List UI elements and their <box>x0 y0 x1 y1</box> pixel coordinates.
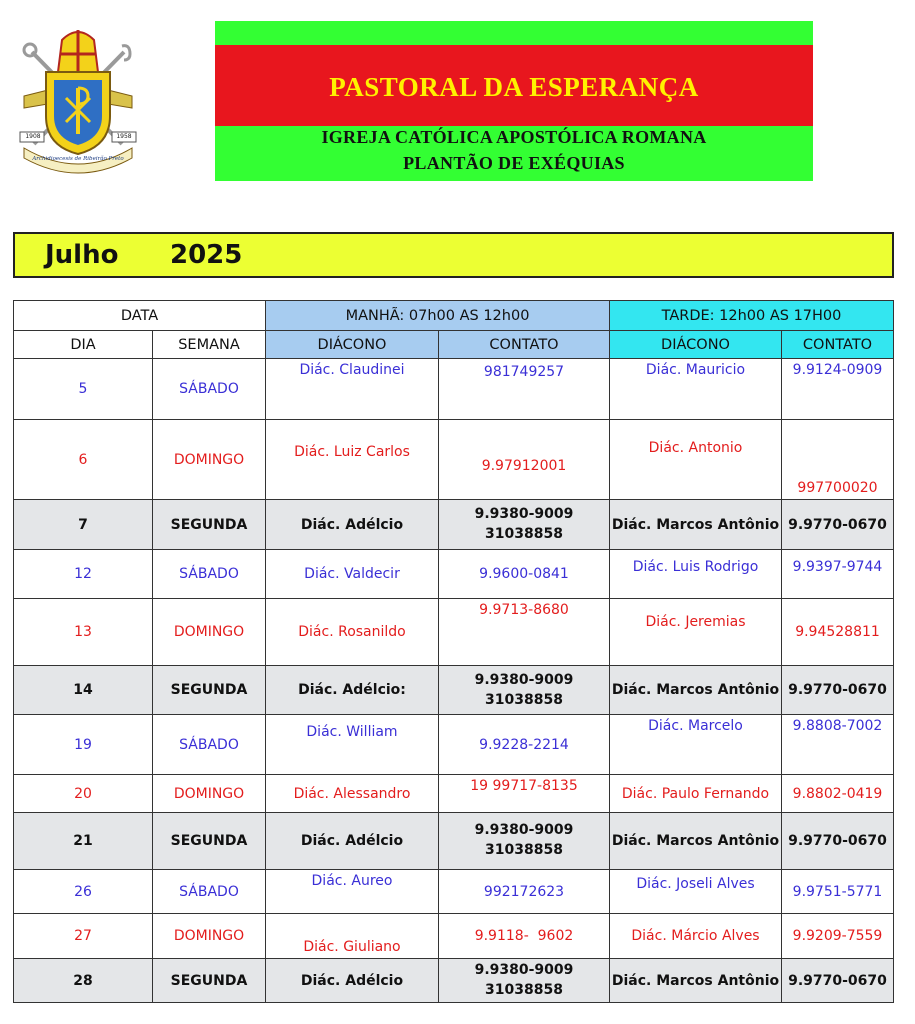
table-row <box>14 813 894 870</box>
header-manha: MANHÃ: 07h00 AS 12h00 <box>266 301 610 331</box>
cell-semana: SÁBADO <box>179 736 239 753</box>
cell-semana: DOMINGO <box>173 928 245 944</box>
cell-contato-manha: 9.9380-9009 <box>474 672 574 688</box>
table-row <box>14 599 894 666</box>
month-bar <box>13 232 894 278</box>
cell-diacono-tarde: Diác. Marcos Antônio <box>611 682 780 698</box>
cell-dia: 26 <box>74 883 92 900</box>
cell-contato-tarde: 997700020 <box>797 480 878 496</box>
cell-diacono-tarde: Diác. Marcos Antônio <box>611 833 780 849</box>
cell-contato-manha: 9.9380-9009 <box>474 962 574 978</box>
col-semana: SEMANA <box>153 331 266 359</box>
cell-diacono-tarde: Diác. Mauricio <box>645 362 746 378</box>
church-name: IGREJA CATÓLICA APOSTÓLICA ROMANA <box>321 127 707 147</box>
table-row <box>14 420 894 500</box>
cell-diacono-tarde: Diác. Antonio <box>648 440 743 457</box>
header-banner <box>215 21 813 181</box>
table-row <box>14 870 894 914</box>
cell-contato-tarde: 9.9209-7559 <box>792 928 883 944</box>
cell-contato-tarde: 9.9124-0909 <box>792 362 883 378</box>
cell-diacono-manha: Diác. Adélcio <box>300 833 404 849</box>
cell-dia: 20 <box>74 785 92 802</box>
table-row <box>14 715 894 775</box>
table-row <box>14 500 894 550</box>
cell-diacono-manha: Diác. Giuliano <box>303 939 401 955</box>
cell-contato-manha: 9.9380-9009 <box>474 822 574 838</box>
cell-dia: 21 <box>73 833 93 849</box>
cell-contato-tarde: 9.9770-0670 <box>788 833 887 849</box>
schedule-subtitle: PLANTÃO DE EXÉQUIAS <box>403 153 625 173</box>
cell-contato-tarde: 9.94528811 <box>795 624 880 640</box>
table-row <box>14 959 894 1003</box>
cell-contato-manha-2: 31038858 <box>485 692 563 708</box>
cell-diacono-tarde: Diác. Luis Rodrigo <box>632 559 759 575</box>
cell-dia: 12 <box>74 566 92 582</box>
crest-year-right: 1958 <box>116 133 132 140</box>
cell-dia: 13 <box>74 624 92 640</box>
col-diacono-manha: DIÁCONO <box>266 331 439 359</box>
cell-diacono-tarde: Diác. Joseli Alves <box>636 876 755 892</box>
cell-diacono-manha: Diác. Rosanildo <box>298 624 406 640</box>
cell-contato-tarde: 9.8808-7002 <box>792 718 883 734</box>
cell-contato-manha-2: 31038858 <box>485 526 563 542</box>
cell-dia: 27 <box>74 928 92 944</box>
cell-contato-manha: 9.9118- 9602 <box>474 928 574 944</box>
cell-semana: SEGUNDA <box>170 682 248 698</box>
cell-contato-manha: 981749257 <box>483 364 565 380</box>
coat-of-arms-icon <box>18 24 138 174</box>
banner-red-stripe <box>215 45 813 126</box>
col-dia: DIA <box>14 331 153 359</box>
cell-contato-manha: 19 99717-8135 <box>470 778 578 794</box>
month-year: 2025 <box>170 240 243 270</box>
cell-contato-tarde: 9.9397-9744 <box>792 559 883 575</box>
header-data: DATA <box>14 301 266 331</box>
cell-contato-tarde: 9.9770-0670 <box>788 972 887 989</box>
cell-diacono-tarde: Diác. Marcelo <box>648 718 743 734</box>
cell-diacono-tarde: Diác. Marcos Antônio <box>611 972 780 989</box>
cell-dia: 6 <box>78 451 88 468</box>
col-diacono-tarde: DIÁCONO <box>610 331 782 359</box>
cell-semana: SÁBADO <box>179 381 239 397</box>
cell-semana: SEGUNDA <box>170 972 248 989</box>
cell-semana: DOMINGO <box>173 451 245 468</box>
cell-semana: SEGUNDA <box>170 833 248 849</box>
cell-contato-tarde: 9.9751-5771 <box>792 883 883 900</box>
cell-contato-manha: 9.9713-8680 <box>479 602 569 618</box>
cell-semana: SÁBADO <box>179 883 239 900</box>
cell-dia: 7 <box>78 516 88 533</box>
col-contato-tarde: CONTATO <box>782 331 894 359</box>
table-row <box>14 550 894 599</box>
archdiocese-coat-of-arms <box>18 24 138 174</box>
cell-contato-manha: 992172623 <box>483 883 565 900</box>
cell-contato-manha: 9.9380-9009 <box>474 506 574 522</box>
cell-diacono-tarde: Diác. Marcos Antônio <box>611 516 780 533</box>
table-row <box>14 666 894 715</box>
cell-contato-tarde: 9.9770-0670 <box>788 516 887 533</box>
cell-diacono-manha: Diác. Adélcio <box>300 972 404 989</box>
cell-diacono-manha: Diác. Alessandro <box>293 785 411 802</box>
cell-contato-tarde: 9.9770-0670 <box>788 682 887 698</box>
cell-diacono-manha: Diác. William <box>306 724 398 740</box>
cell-diacono-tarde: Diác. Jeremias <box>645 614 746 630</box>
cell-contato-manha-2: 31038858 <box>485 982 563 998</box>
cell-semana: DOMINGO <box>173 624 245 640</box>
cell-diacono-manha: Diác. Valdecir <box>304 566 400 582</box>
crest-year-left: 1908 <box>25 133 41 140</box>
cell-diacono-manha: Diác. Aureo <box>311 873 393 889</box>
month-name: Julho <box>45 240 119 270</box>
cell-contato-manha: 9.9228-2214 <box>479 736 569 753</box>
cell-dia: 5 <box>78 381 88 397</box>
crest-motto: Archidioecesis de Ribeirão Preto <box>32 156 124 162</box>
cell-contato-manha: 9.97912001 <box>481 457 567 474</box>
banner-green-stripe-top <box>215 21 813 45</box>
table-row <box>14 914 894 959</box>
table-row <box>14 359 894 420</box>
cell-diacono-manha: Diác. Adélcio: <box>298 682 406 698</box>
page-title: PASTORAL DA ESPERANÇA <box>329 72 699 102</box>
cell-diacono-manha: Diác. Adélcio <box>300 516 404 533</box>
cell-dia: 19 <box>74 736 92 753</box>
cell-diacono-manha: Diác. Claudinei <box>299 362 405 378</box>
cell-contato-manha-2: 31038858 <box>485 842 563 858</box>
cell-semana: DOMINGO <box>173 785 245 802</box>
cell-diacono-tarde: Diác. Márcio Alves <box>631 928 760 944</box>
cell-diacono-tarde: Diác. Paulo Fernando <box>621 785 770 802</box>
cell-dia: 14 <box>73 682 93 698</box>
cell-semana: SEGUNDA <box>170 516 248 533</box>
cell-contato-manha: 9.9600-0841 <box>479 566 569 582</box>
col-contato-manha: CONTATO <box>439 331 610 359</box>
table-row <box>14 775 894 813</box>
cell-contato-tarde: 9.8802-0419 <box>792 785 883 802</box>
cell-dia: 28 <box>73 972 93 989</box>
cell-diacono-manha: Diác. Luiz Carlos <box>294 443 410 460</box>
cell-semana: SÁBADO <box>179 566 239 582</box>
header-tarde: TARDE: 12h00 AS 17H00 <box>610 301 894 331</box>
schedule-table <box>13 300 894 1003</box>
